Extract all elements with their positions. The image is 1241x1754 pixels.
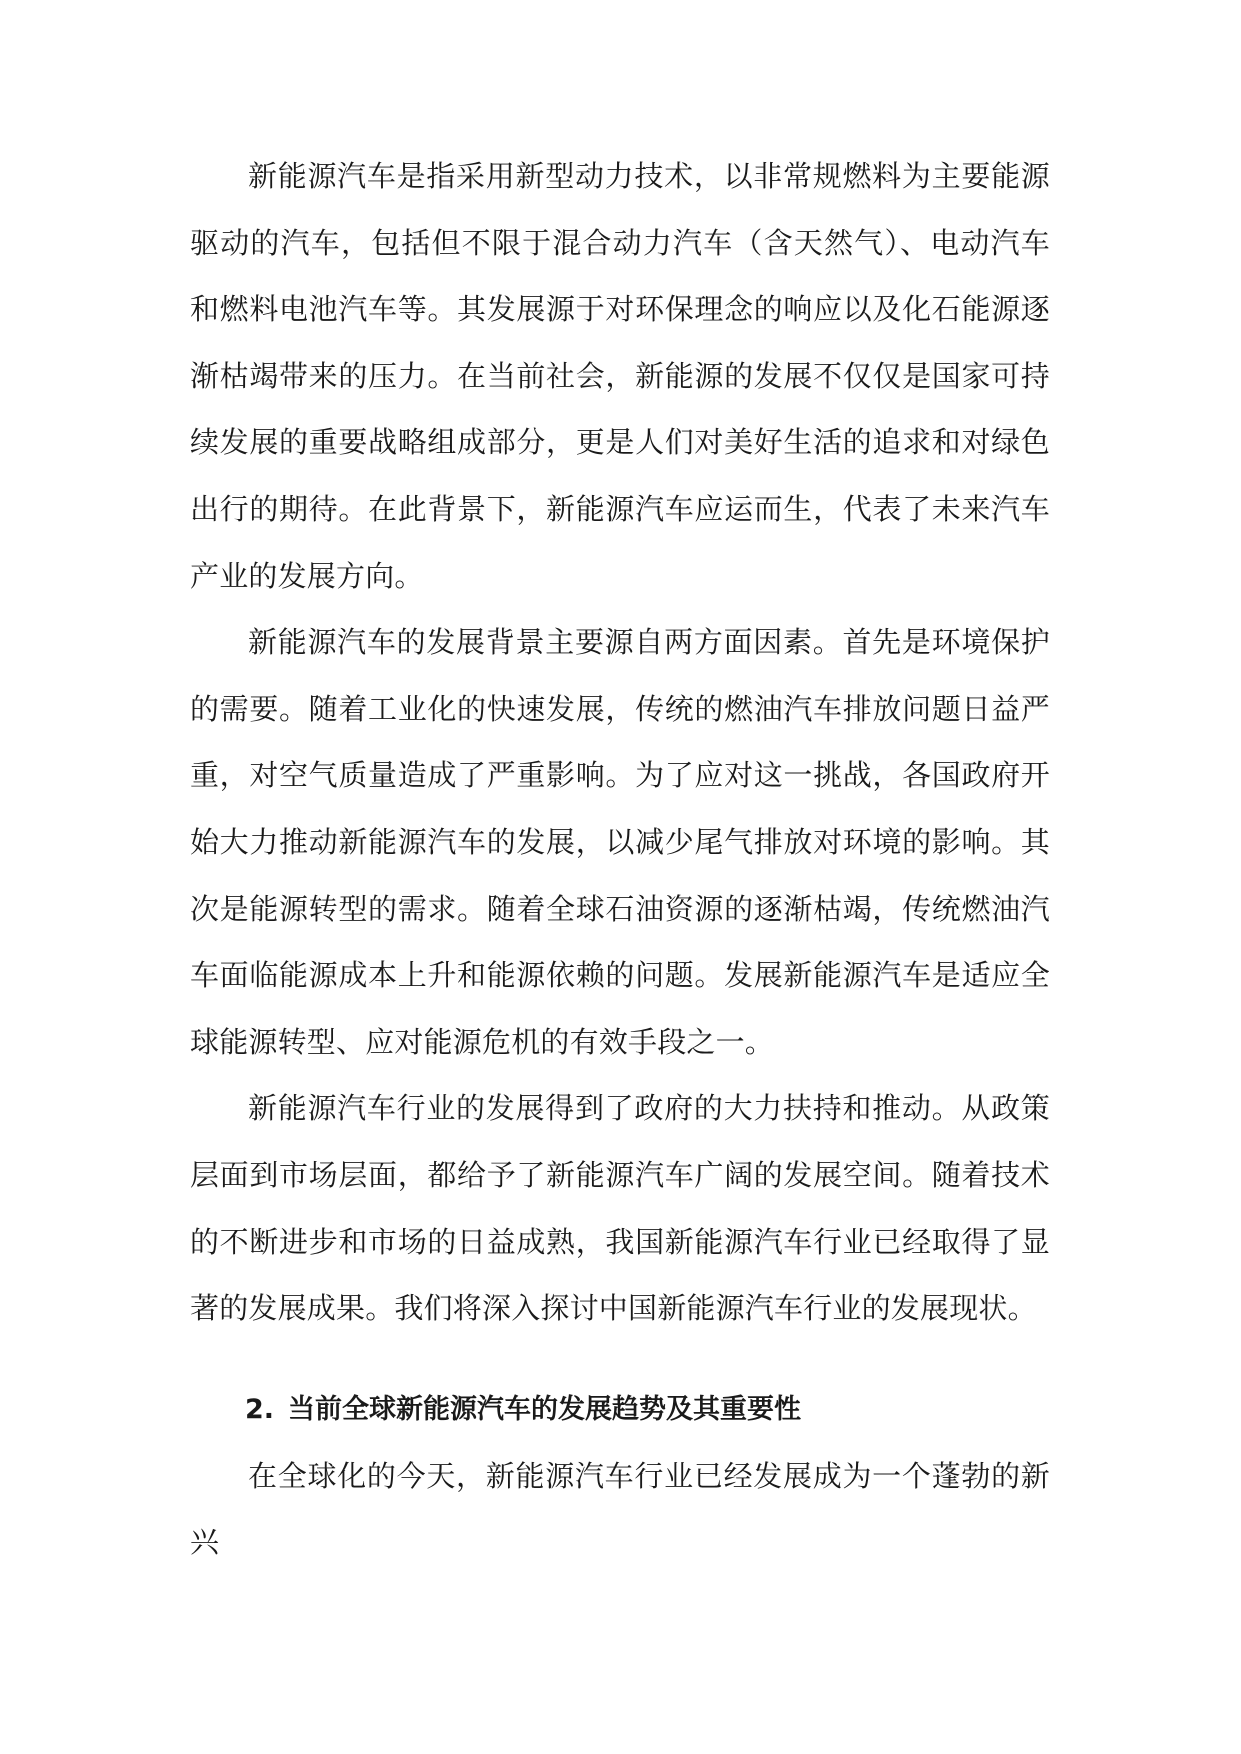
section-title: 当前全球新能源汽车的发展趋势及其重要性 (288, 1393, 802, 1425)
section-heading (190, 1377, 1050, 1443)
body-paragraph-3: 新能源汽车行业的发展得到了政府的大力扶持和推动。从政策层面到市场层面，都给予了新能源汽车广阔的发展空间。随着技术的不断进步和市场的日益成熟，我国新能源汽车行业已经取得了显著的发展成果。我们将深入探讨中国新能源汽车行业的发展现状。 (190, 1091, 1050, 1326)
section-number: 2. (245, 1393, 275, 1425)
body-paragraph-4: 在全球化的今天，新能源汽车行业已经发展成为一个蓬勃的新兴 (190, 1458, 1050, 1560)
body-paragraph-1: 新能源汽车是指采用新型动力技术，以非常规燃料为主要能源驱动的汽车，包括但不限于混合动力汽车（含天然气）、电动汽车和燃料电池汽车等。其发展源于对环保理念的响应以及化石能源逐渐枯竭带来的压力。在当前社会，新能源的发展不仅仅是国家可持续发展的重要战略组成部分，更是人们对美好生活的追求和对绿色出行的期待。在此背景下，新能源汽车应运而生，代表了未来汽车产业的发展方向。 (190, 159, 1050, 593)
document-body (190, 143, 1050, 1576)
body-paragraph-2: 新能源汽车的发展背景主要源自两方面因素。首先是环境保护的需要。随着工业化的快速发展，传统的燃油汽车排放问题日益严重，对空气质量造成了严重影响。为了应对这一挑战，各国政府开始大力推动新能源汽车的发展，以减少尾气排放对环境的影响。其次是能源转型的需求。随着全球石油资源的逐渐枯竭，传统燃油汽车面临能源成本上升和能源依赖的问题。发展新能源汽车是适应全球能源转型、应对能源危机的有效手段之一。 (190, 625, 1050, 1059)
